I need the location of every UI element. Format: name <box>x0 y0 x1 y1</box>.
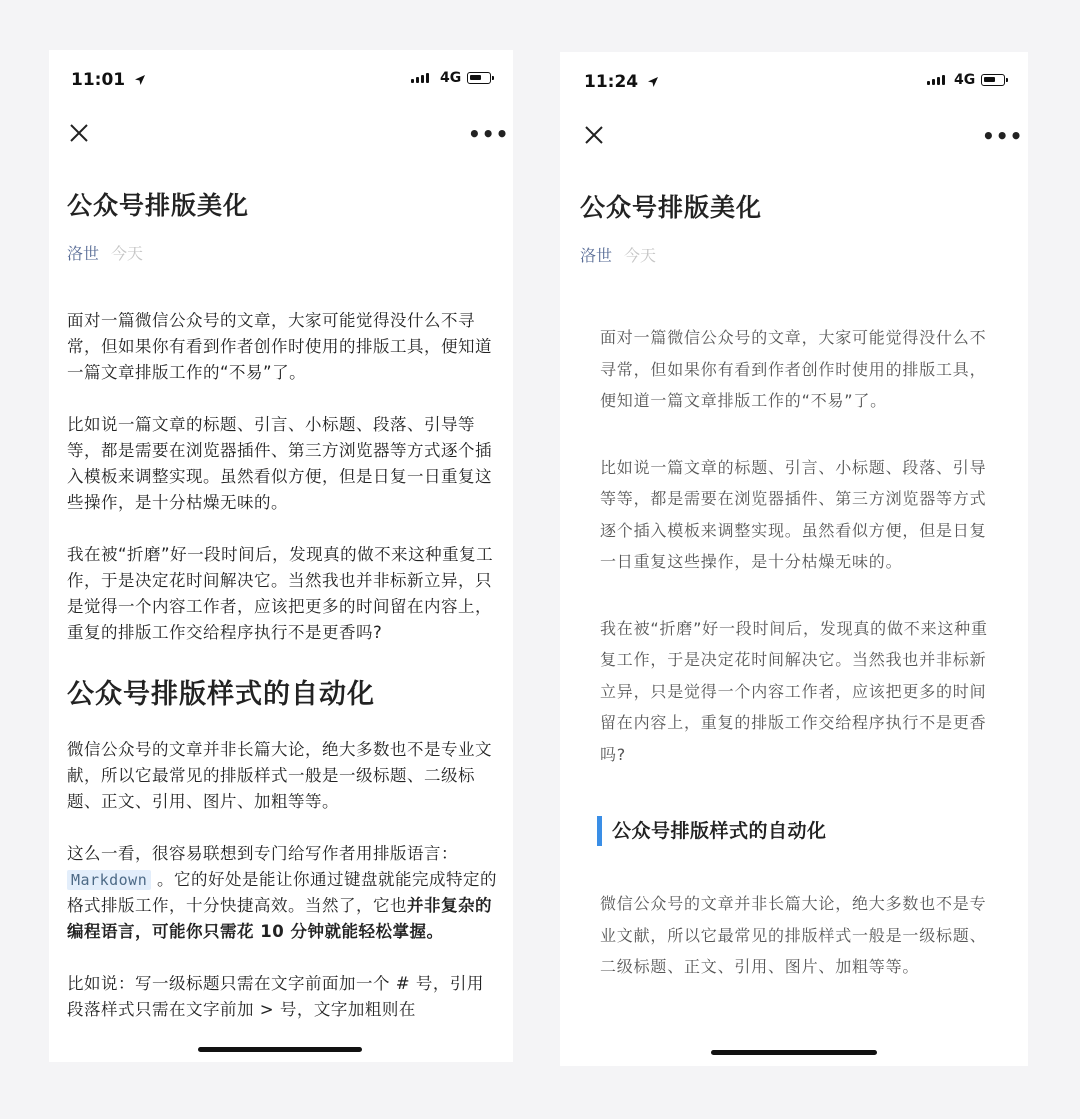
signal-icon <box>927 75 945 85</box>
status-time-wrap <box>71 70 146 90</box>
status-time-wrap <box>584 72 659 92</box>
battery-icon <box>981 74 1005 86</box>
paragraph: 微信公众号的文章并非长篇大论，绝大多数也不是专业文献，所以它最常见的排版样式一般是一级标题、二级标题、正文、引用、图片、加粗等等。 <box>600 894 987 976</box>
more-icon[interactable]: ••• <box>468 122 510 146</box>
location-arrow-icon <box>134 74 146 86</box>
close-icon[interactable] <box>69 123 89 143</box>
publish-date: 今天 <box>624 246 657 265</box>
home-indicator[interactable] <box>198 1047 362 1052</box>
network-type: 4G <box>440 70 462 86</box>
article-body <box>67 308 499 1049</box>
paragraph: 面对一篇微信公众号的文章，大家可能觉得没什么不寻常，但如果你有看到作者创作时使用的排版工具，便知道一篇文章排版工作的“不易”了。 <box>67 311 492 382</box>
status-time: 11:01 <box>71 70 126 90</box>
paragraph: 我在被“折磨”好一段时间后，发现真的做不来这种重复工作，于是决定花时间解决它。当然我也并非标新立异，只是觉得一个内容工作者，应该把更多的时间留在内容上，重复的排版工作交给程序执行不是更香吗? <box>67 545 494 642</box>
network-type: 4G <box>954 72 976 88</box>
status-bar <box>560 52 1028 108</box>
location-arrow-icon <box>647 76 659 88</box>
section-heading: 公众号排版样式的自动化 <box>597 816 992 846</box>
article-body <box>600 322 992 1018</box>
more-icon[interactable]: ••• <box>982 124 1024 148</box>
paragraph-text: 这么一看，很容易联想到专门给写作者用排版语言： <box>67 844 458 863</box>
article-title: 公众号排版美化 <box>580 193 763 222</box>
close-icon[interactable] <box>584 125 604 145</box>
paragraph <box>67 841 499 945</box>
paragraph: 比如说一篇文章的标题、引言、小标题、段落、引导等等，都是需要在浏览器插件、第三方浏览器等方式逐个插入模板来调整实现。虽然看似方便，但是日复一日重复这些操作，是十分枯燥无味的。 <box>600 457 987 571</box>
author-link[interactable]: 洛世 <box>580 246 613 265</box>
home-indicator[interactable] <box>711 1050 877 1055</box>
status-time: 11:24 <box>584 72 639 92</box>
article-meta <box>580 243 656 266</box>
section-heading: 公众号排版样式的自动化 <box>67 679 375 710</box>
paragraph: 面对一篇微信公众号的文章，大家可能觉得没什么不寻常，但如果你有看到作者创作时使用的排版工具，便知道一篇文章排版工作的“不易”了。 <box>600 328 987 410</box>
paragraph: 微信公众号的文章并非长篇大论，绝大多数也不是专业文献，所以它最常见的排版样式一般是一级标题、二级标题、正文、引用、图片、加粗等等。 <box>67 740 492 811</box>
phone-screen-right <box>560 52 1028 1066</box>
paragraph: 比如说：写一级标题只需在文字前面加一个 # 号，引用段落样式只需在文字前加 > 号，文字加粗则在 <box>67 974 484 1019</box>
paragraph-text: 。它的好处是能让你通过键盘就能完成特定的格式排版工作，十分快捷高效。当然了，它也 <box>67 870 497 915</box>
publish-date: 今天 <box>111 244 144 263</box>
paragraph: 我在被“折磨”好一段时间后，发现真的做不来这种重复工作，于是决定花时间解决它。当然我也并非标新立异，只是觉得一个内容工作者，应该把更多的时间留在内容上，重复的排版工作交给程序执行不是更香吗? <box>600 618 988 764</box>
bold-text: 并非复杂的编程语言，可能你只需花 10 分钟就能轻松掌握。 <box>67 896 492 941</box>
article-meta <box>67 241 143 264</box>
signal-icon <box>411 73 429 83</box>
battery-icon <box>467 72 491 84</box>
status-bar <box>49 50 513 106</box>
paragraph: 比如说一篇文章的标题、引言、小标题、段落、引导等等，都是需要在浏览器插件、第三方浏览器等方式逐个插入模板来调整实现。虽然看似方便，但是日复一日重复这些操作，是十分枯燥无味的。 <box>67 415 492 512</box>
article-title: 公众号排版美化 <box>67 191 250 220</box>
author-link[interactable]: 洛世 <box>67 244 100 263</box>
phone-screen-left <box>49 50 513 1062</box>
inline-code: Markdown <box>67 870 151 890</box>
